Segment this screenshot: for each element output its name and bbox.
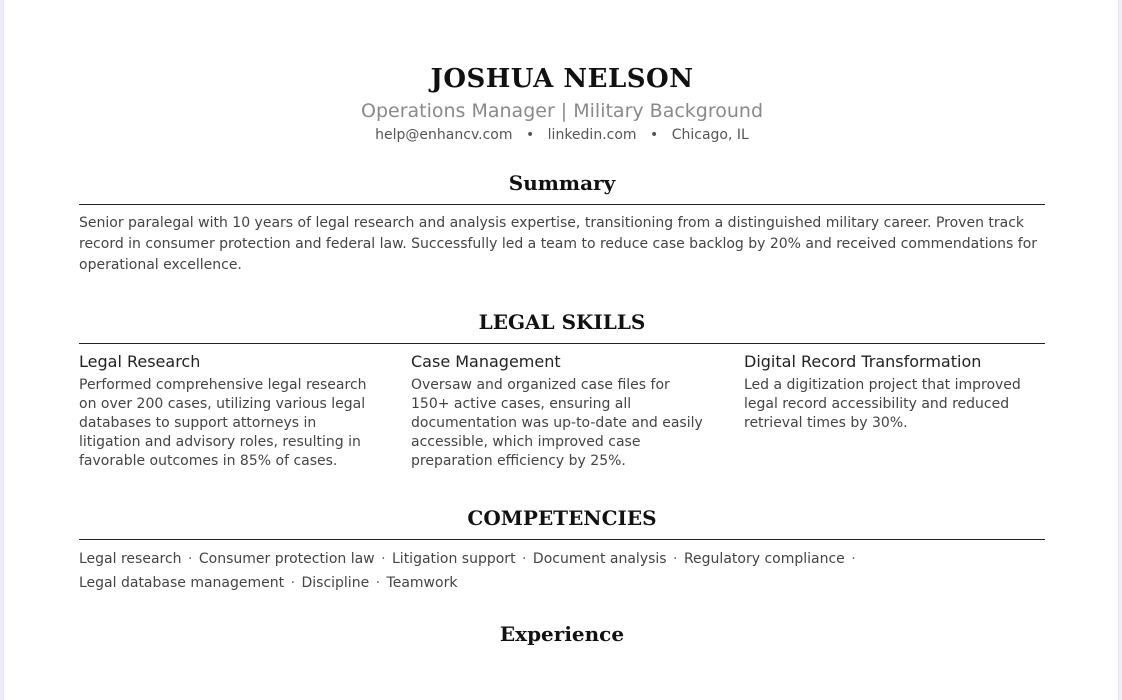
skill-block — [411, 351, 711, 471]
resume-page — [3, 0, 1119, 700]
contact-location: Chicago, IL — [671, 127, 749, 143]
competency-separator: · — [290, 575, 296, 591]
competency-separator: · — [522, 551, 527, 567]
contact-separator: • — [525, 127, 535, 143]
summary-heading: Summary — [508, 171, 616, 195]
skill-description: Performed comprehensive legal research on over 200 cases, utilizing various legal databases to support attorneys in litigation and advisory roles, resulting in favorable outcomes in 85% of cases. — [79, 377, 367, 469]
competency-separator: · — [381, 551, 386, 567]
summary-divider — [79, 204, 1045, 205]
competency-separator: · — [673, 551, 678, 567]
competency-item: Teamwork — [386, 575, 458, 591]
competency-item: Consumer protection law — [198, 551, 375, 567]
skill-block — [79, 351, 379, 471]
competency-separator: · — [375, 575, 381, 591]
competencies-list — [79, 547, 1045, 595]
legal-skills-divider — [79, 343, 1045, 344]
competencies-heading: COMPETENCIES — [467, 506, 657, 530]
contact-separator: • — [650, 127, 659, 143]
competency-item: Legal research — [79, 551, 182, 567]
summary-text: Senior paralegal with 10 years of legal research and analysis expertise, transitioning from a distinguished military career. Proven track record in consumer protection and federal law. Successfully led a team to reduce case backlog by 20% and received commendations for operational excellence. — [79, 215, 1038, 273]
competency-item: Legal database management — [79, 575, 285, 591]
skill-title: Case Management — [411, 352, 561, 371]
candidate-title: Operations Manager | Military Background — [360, 100, 764, 122]
skill-title: Digital Record Transformation — [744, 352, 982, 371]
legal-skills-heading: LEGAL SKILLS — [478, 310, 646, 334]
competency-item: Discipline — [301, 575, 370, 591]
competencies-divider — [79, 539, 1045, 540]
competency-separator: · — [188, 551, 193, 567]
candidate-name: JOSHUA NELSON — [430, 64, 694, 94]
contact-email[interactable]: help@enhancv.com — [375, 127, 513, 143]
skill-description: Oversaw and organized case files for 150+ active cases, ensuring all documentation was up-to-date and easily accessible, which improved case preparation efficiency by 25%. — [411, 377, 703, 469]
skill-description: Led a digitization project that improved legal record accessibility and reduced retrieval times by 30%. — [744, 377, 1021, 431]
competency-item: Document analysis — [532, 551, 667, 567]
contact-line — [79, 127, 1045, 143]
experience-heading: Experience — [499, 622, 625, 646]
skill-title: Legal Research — [79, 352, 201, 371]
competency-separator: · — [851, 551, 856, 567]
contact-linkedin[interactable]: linkedin.com — [547, 127, 637, 143]
competency-item: Regulatory compliance — [683, 551, 845, 567]
skill-block — [744, 351, 1044, 433]
competency-item: Litigation support — [392, 551, 516, 567]
